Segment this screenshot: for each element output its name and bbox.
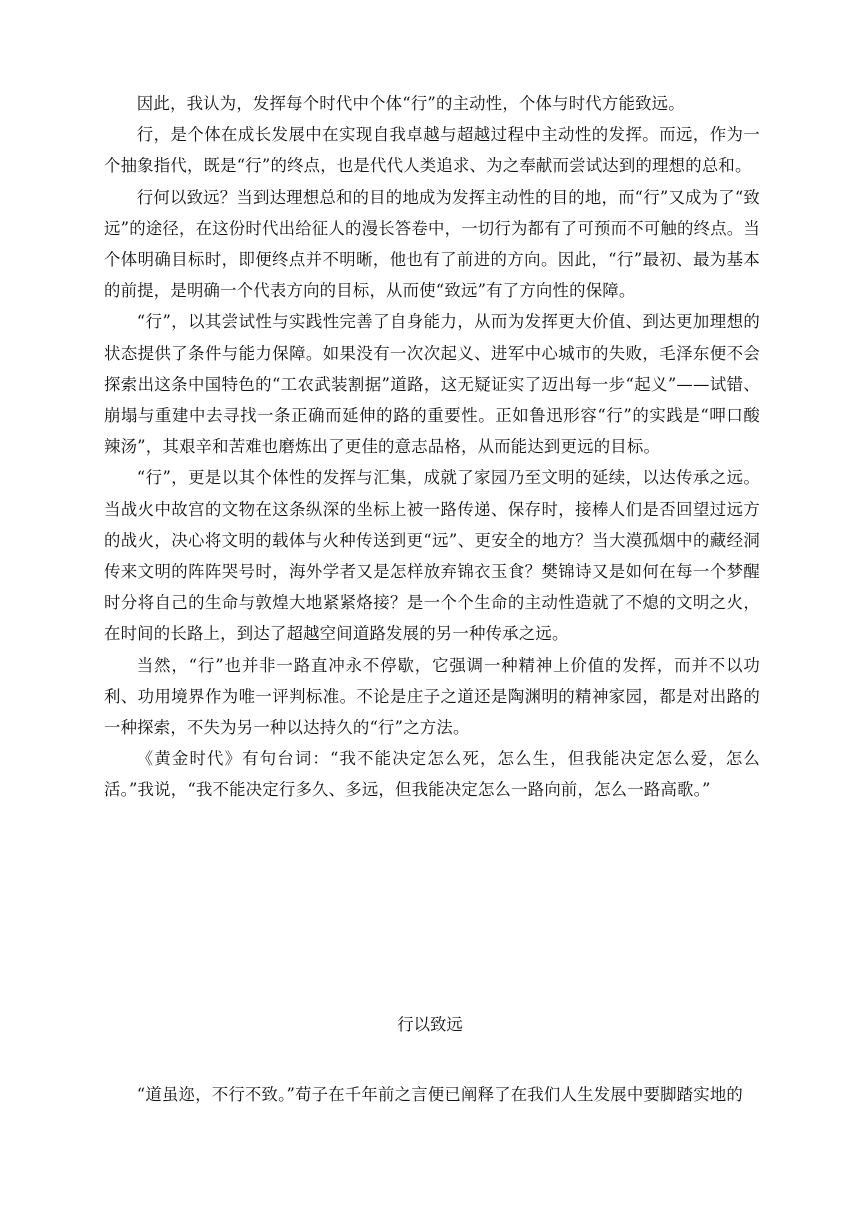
essay-title: 行以致远 bbox=[397, 1015, 463, 1034]
essay-body bbox=[104, 88, 760, 806]
paragraph-definition: 行，是个体在成长发展中在实现自我卓越与超越过程中主动性的发挥。而远，作为一个抽象指代，既是“行”的终点，也是代代人类追求、为之奉献而尝试达到的理想的总和。 bbox=[104, 125, 760, 176]
paragraph-conclusion: 因此，我认为，发挥每个时代中个体“行”的主动性，个体与时代方能致远。 bbox=[136, 94, 685, 113]
paragraph-inheritance: “行”，更是以其个体性的发挥与汇集，成就了家园乃至文明的延续，以达传承之远。当战火中故宫的文物在这条纵深的坐标上被一路传递、保存时，接棒人们是否回望过远方的战火，决心将文明的载体与火种传送到更“远”、更安全的地方？当大漠孤烟中的藏经洞传来文明的阵阵哭号时，海外学者又是怎样放弃锦衣玉食？樊锦诗又是如何在每一个梦醒时分将自己的生命与敦煌大地紧紧烙接？是一个个生命的主动性造就了不熄的文明之火，在时间的长路上，到达了超越空间道路发展的另一种传承之远。 bbox=[104, 468, 760, 644]
paragraph-direction: 行何以致远？当到达理想总和的目的地成为发挥主动性的目的地，而“行”又成为了“致远”的途径，在这份时代出给征人的漫长答卷中，一切行为都有了可预而不可触的终点。当个体明确目标时，即便终点并不明晰，他也有了前进的方向。因此，“行”最初、最为基本的前提，是明确一个代表方向的目标，从而使“致远”有了方向性的保障。 bbox=[104, 187, 760, 301]
paragraph-opening: “道虽迩，不行不致。”荀子在千年前之言便已阐释了在我们人生发展中要脚踏实地的 bbox=[136, 1085, 744, 1104]
paragraph-quote: 《黄金时代》有句台词：“我不能决定怎么死，怎么生，但我能决定怎么爱，怎么活。”我说，“我不能决定行多久、多远，但我能决定怎么一路向前，怎么一路高歌。” bbox=[104, 749, 760, 800]
paragraph-practice: “行”，以其尝试性与实践性完善了自身能力，从而为发挥更大价值、到达更加理想的状态提供了条件与能力保障。如果没有一次次起义、进军中心城市的失败，毛泽东便不会探索出这条中国特色的“工农武装割据”道路，这无疑证实了迈出每一步“起义”——试错、崩塌与重建中去寻找一条正确而延伸的路的重要性。正如鲁迅形容“行”的实践是“呷口酸辣汤”，其艰辛和苦难也磨炼出了更佳的意志品格，从而能达到更远的目标。 bbox=[104, 312, 760, 457]
paragraph-spirit: 当然，“行”也并非一路直冲永不停歇，它强调一种精神上价值的发挥，而并不以功利、功用境界作为唯一评判标准。不论是庄子之道还是陶渊明的精神家园，都是对出路的一种探索，不失为另一种以达持久的“行”之方法。 bbox=[104, 655, 760, 738]
next-essay-body bbox=[104, 1079, 760, 1110]
